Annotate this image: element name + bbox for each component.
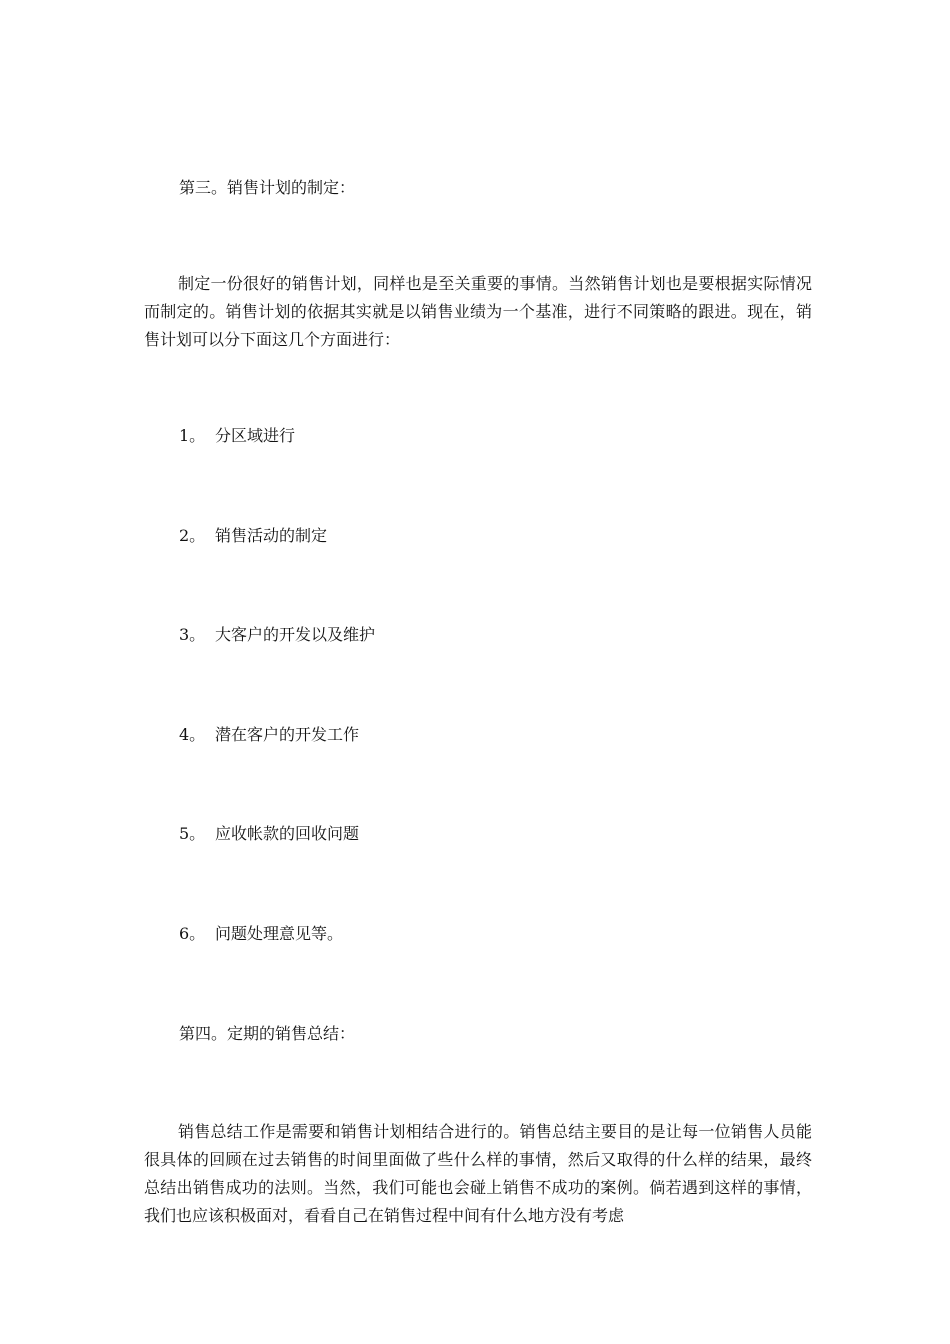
- list-item-number: 6。: [179, 924, 206, 943]
- section3-paragraph: 制定一份很好的销售计划，同样也是至关重要的事情。当然销售计划也是要根据实际情况而制定的。销售计划的依据其实就是以销售业绩为一个基准，进行不同策略的跟进。现在，销售计划可以分下面这几个方面进行：: [144, 274, 812, 349]
- list-item-number: 2。: [179, 526, 206, 545]
- list-item-text: 分区域进行: [215, 426, 296, 445]
- list-item-text: 应收帐款的回收问题: [215, 824, 360, 843]
- list-item-text: 问题处理意见等。: [215, 924, 344, 943]
- list-item-text: 潜在客户的开发工作: [215, 725, 360, 744]
- section4-paragraph: 销售总结工作是需要和销售计划相结合进行的。销售总结主要目的是让每一位销售人员能很具体的回顾在过去销售的时间里面做了些什么样的事情，然后又取得的什么样的结果，最终总结出销售成功的法则。当然，我们可能也会碰上销售不成功的案例。倘若遇到这样的事情，我们也应该积极面对，看看自己在销售过程中间有什么地方没有考虑: [144, 1122, 812, 1225]
- section3-heading: 第三。销售计划的制定：: [179, 178, 356, 197]
- list-item: [179, 625, 375, 645]
- list-item: [179, 824, 359, 844]
- list-item-number: 3。: [179, 625, 206, 644]
- list-item-text: 大客户的开发以及维护: [215, 625, 376, 644]
- list-item: [179, 526, 327, 546]
- list-item-number: 5。: [179, 824, 206, 843]
- list-item-text: 销售活动的制定: [215, 526, 328, 545]
- list-item: [179, 426, 295, 446]
- list-item-number: 1。: [179, 426, 206, 445]
- list-item: [179, 725, 359, 745]
- list-item: [179, 924, 343, 944]
- list-item-number: 4。: [179, 725, 206, 744]
- section4-heading: 第四。定期的销售总结：: [179, 1024, 356, 1043]
